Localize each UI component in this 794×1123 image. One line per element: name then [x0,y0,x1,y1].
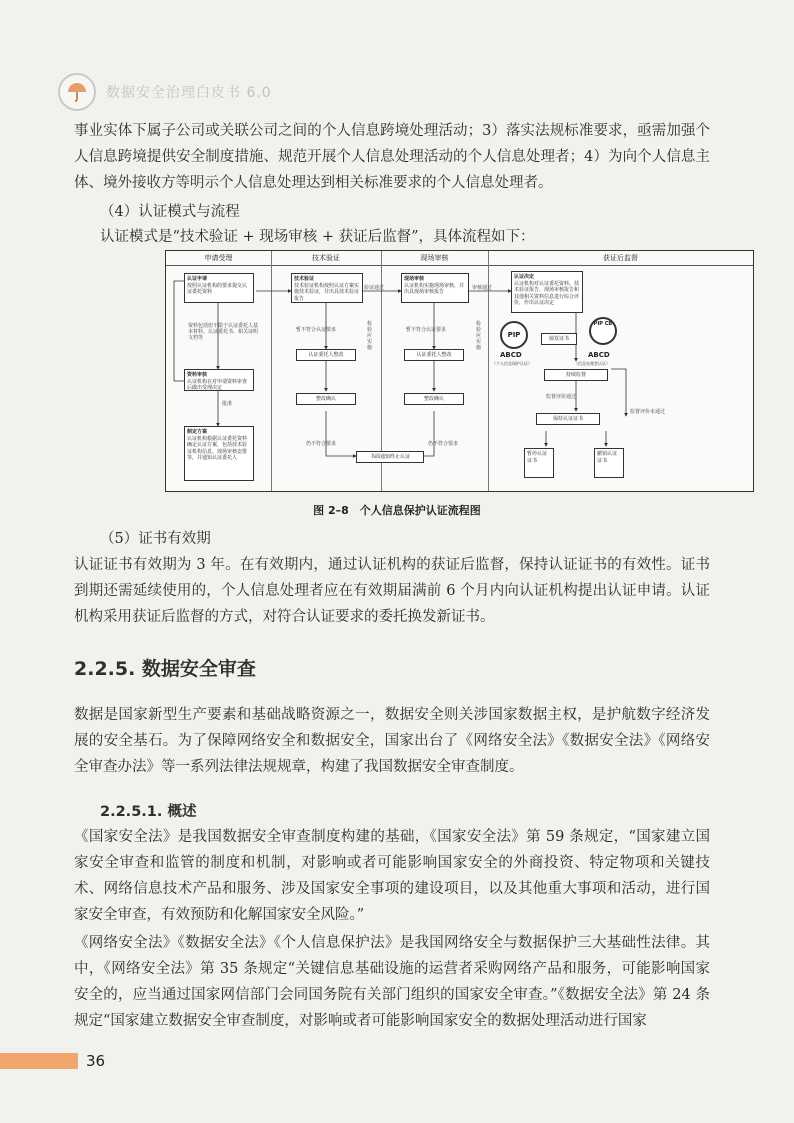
body-paragraph: 《网络安全法》《数据安全法》《个人信息保护法》是我国网络安全与数据保护三大基础性法律。其中，《网络安全法》第 35 条规定“关键信息基础设施的运营者采购网络产品和服务，可能影响国家安全的，应当通过国家网信部门会同国务院有关部门组织的国家安全审查。”《数据安全法》第 24 条规定“国家建立数据安全审查制度，对影响或者可能影响国家安全的数据处理活动进行国家 [74,935,710,1029]
site-title: 现场审核 [404,276,425,282]
subsection-heading: 2.2.5.1. 概述 [100,804,197,820]
vertical-flow-label: 检验应实施 [367,321,373,351]
decision-body: 认证机构对认证委托资料、技术验证报告、现场审核报告和其他相关资料信息进行综合评价，作出认证决定 [514,280,580,306]
body-paragraph: 数据是国家新型生产要素和基础战略资源之一，数据安全则关涉国家数据主权，是护航数字经济发展的安全基石。为了保障网络安全和数据安全，国家出台了《网络安全法》《数据安全法》《网络安全审查办法》等一系列法律法规规章，构建了我国数据安全审查制度。 [74,707,710,775]
termination-notice-box: 书面通知终止认证 [356,451,424,463]
keep-certificate-box: 保持认证证书 [536,413,600,425]
body-paragraph: 《国家安全法》是我国数据安全审查制度构建的基础，《国家安全法》第 59 条规定，“国家建立国家安全审查和监管的制度和机制，对影响或者可能影响国家安全的外商投资、特定物项和关键技术、网络信息技术产品和服务、涉及国家安全事项的建设项目，以及其他重大事项和活动，进行国家安全审查，有效预防和化解国家安全风险。” [74,829,710,923]
suspend-certificate-box: 暂停认证证书 [524,448,554,478]
supervision-box: 持续监督 [544,369,608,381]
pipcb-seal-icon: PIP CB [589,317,617,345]
certificate-box: 颁发证书 [541,333,577,345]
seal-note: （个人信息保护认证） [492,361,532,366]
supervision-pass-label: 监督评价通过 [546,394,577,400]
verify-pass-label: 验证通过 [364,285,385,291]
decision-box [511,271,583,313]
review-title: 资料审核 [187,372,208,378]
seal-code: ABCD [500,351,522,359]
subheading-certification-mode: （4）认证模式与流程 [100,204,240,220]
body-paragraph: 事业实体下属子公司或关联公司之间的个人信息跨境处理活动；3）落实法规标准要求，亟需加强个人信息跨境提供安全制度措施、规范开展个人信息处理活动的个人信息处理者；4）为向个人信息主体、境外接收方等明示个人信息处理达到相关标准要求的个人信息处理者。 [74,123,710,191]
plan-box [184,426,254,481]
site-body: 认证机构实施现场审核，并出具现场审核报告 [404,282,465,295]
body-paragraph: 认证证书有效期为 3 年。在有效期内，通过认证机构的获证后监督，保持认证证书的有效性。证书到期还需延续使用的，个人信息处理者应在有效期届满前 6 个月内向认证机构提出认证申请。认证机构采用获证后监督的方式，对符合认证要求的委托换发新证书。 [74,557,710,625]
seal-note: （信息处理者认证） [574,361,610,366]
section-heading: 2.2.5. 数据安全审查 [74,658,256,680]
page-number: 36 [86,1052,106,1070]
lane-header: 现场审核 [381,251,489,266]
decision-title: 认证决定 [514,274,535,280]
tech-verify-box [291,273,363,303]
doc-note-text: 资料包括但不限于认证委托人基本材料、认证委托书、相关证明文档等 [188,323,259,341]
figure-caption: 图 2–8 个人信息保护认证流程图 [313,504,481,517]
supervision-fail-label: 监督评价未通过 [630,409,666,415]
plan-body: 认证机构根据认证委托资料确定认证方案，包括技术验证机构信息、现场审核安排等，并通知认证委托人 [187,435,248,461]
tech-rectify-box: 整改确认 [296,393,356,405]
site-fail-again-label: 仍不符合要求 [428,441,459,447]
header-title: 数据安全治理白皮书 6.0 [106,85,272,101]
audit-pass-label: 审核通过 [472,285,493,291]
footer-accent-bar [0,1053,78,1069]
tech-fail-label: 暂不符合认证要求 [296,327,337,333]
lane-header: 申请受理 [166,251,272,266]
body-paragraph: 认证模式是“技术验证 + 现场审核 + 获证后监督”，具体流程如下： [100,229,535,245]
apply-body: 按照认证机构的要求提交认证委托资料 [187,282,248,295]
tech-title: 技术验证 [294,276,315,282]
certification-flowchart [165,250,754,492]
review-box [184,369,254,391]
seal-code: ABCD [588,351,610,359]
site-audit-box [401,273,469,303]
apply-box [184,273,254,303]
apply-title: 认证申请 [187,276,208,282]
plan-title: 制定方案 [187,429,208,435]
revoke-certificate-box: 撤销认证证书 [594,448,624,478]
site-rectify-request-box: 认证委托人整改 [404,349,464,361]
tech-rectify-request-box: 认证委托人整改 [296,349,356,361]
umbrella-logo-icon [58,73,96,111]
site-fail-label: 暂不符合认证要求 [406,327,447,333]
pip-seal-icon: PIP [500,321,528,349]
vertical-flow-label: 检验应实施 [476,321,482,351]
subheading-certificate-validity: （5）证书有效期 [100,531,211,547]
lane-header: 技术验证 [271,251,382,266]
approve-label: 批准 [222,401,233,407]
site-rectify-box: 整改确认 [404,393,464,405]
review-body: 认证机构在对申请资料审查后做出受理决定 [187,378,248,391]
running-header [58,72,272,112]
tech-fail-again-label: 仍不符合要求 [306,441,337,447]
lane-header: 获证后监督 [488,251,753,266]
tech-body: 技术验证机构按照认证方案实施技术验证，并出具技术验证报告 [294,282,360,302]
